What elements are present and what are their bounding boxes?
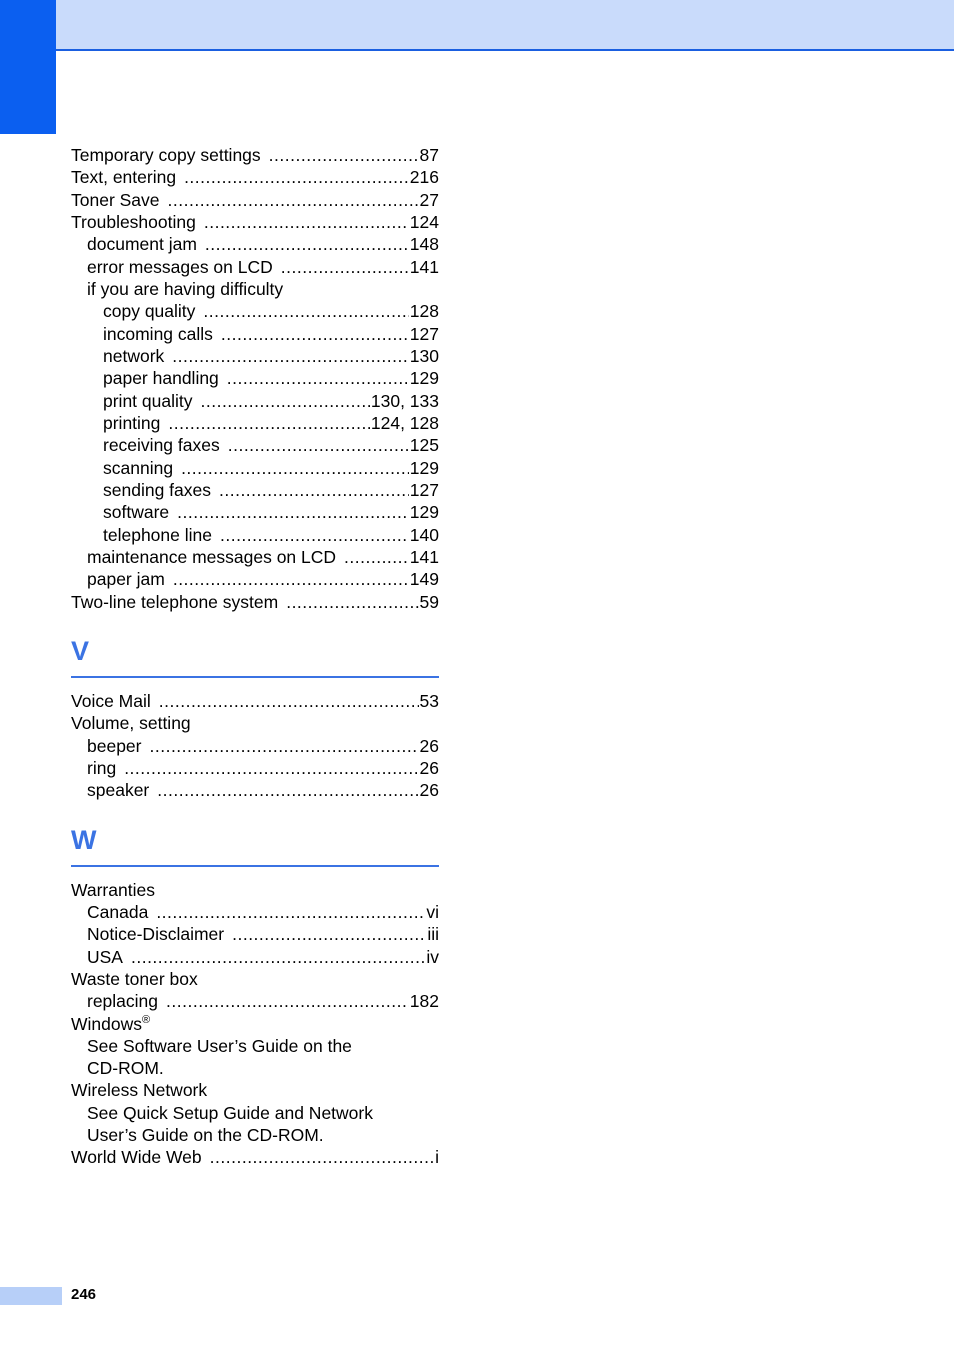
index-entry (71, 1035, 439, 1057)
index-entry (71, 300, 439, 322)
dot-leader (150, 735, 419, 757)
index-entry (71, 501, 439, 523)
index-entry (71, 278, 439, 300)
index-entry (71, 1124, 439, 1146)
index-term: network (103, 345, 165, 366)
footer-tab (0, 1287, 62, 1305)
dot-leader (184, 166, 409, 188)
index-entry (71, 457, 439, 479)
index-entry (71, 524, 439, 546)
index-term: Troubleshooting (71, 211, 196, 232)
index-page-ref[interactable]: 124 (409, 211, 439, 232)
index-term: ring (87, 757, 117, 778)
index-entry (71, 479, 439, 501)
index-entry (71, 779, 439, 801)
index-entry (71, 144, 439, 166)
dot-leader (159, 690, 419, 712)
index-entry (71, 690, 439, 712)
index-page-ref[interactable]: 53 (419, 690, 439, 711)
index-entry (71, 211, 439, 233)
index-term: USA (87, 946, 123, 967)
dot-leader (124, 757, 418, 779)
index-term: incoming calls (103, 323, 213, 344)
index-page-ref[interactable]: vi (426, 901, 439, 922)
index-term: sending faxes (103, 479, 211, 500)
dot-leader (205, 233, 409, 255)
dot-leader (227, 367, 409, 389)
dot-leader (177, 501, 409, 523)
index-term: Two-line telephone system (71, 591, 279, 612)
index-entry (71, 412, 439, 434)
index-term: Canada (87, 901, 149, 922)
index-entry (71, 735, 439, 757)
index-term: error messages on LCD (87, 256, 273, 277)
index-term: Toner Save (71, 189, 160, 210)
index-term: World Wide Web (71, 1147, 202, 1168)
dot-leader (201, 390, 370, 412)
dot-leader (281, 256, 409, 278)
index-term: beeper (87, 735, 142, 756)
index-entry (71, 367, 439, 389)
index-page-ref[interactable]: 127 (409, 479, 439, 500)
index-term: scanning (103, 457, 174, 478)
index-term: replacing (87, 991, 159, 1012)
index-term: User’s Guide on the CD-ROM. (87, 1125, 324, 1146)
dot-leader (269, 144, 419, 166)
index-term: Wireless Network (71, 1080, 208, 1101)
index-entry (71, 1013, 439, 1035)
index-page-ref[interactable]: 26 (419, 735, 439, 756)
dot-leader (286, 591, 418, 613)
index-column (71, 144, 439, 1169)
index-entry (71, 1079, 439, 1101)
index-group (71, 144, 439, 613)
index-term: Text, entering (71, 167, 177, 188)
header-band (0, 0, 954, 51)
index-page-ref[interactable]: 149 (409, 569, 439, 590)
index-entry (71, 879, 439, 901)
dot-leader (181, 457, 409, 479)
dot-leader (156, 901, 425, 923)
index-entry (71, 990, 439, 1012)
dot-leader (228, 434, 409, 456)
index-entry (71, 434, 439, 456)
index-term: Notice-Disclaimer (87, 924, 225, 945)
index-page-ref[interactable]: 216 (409, 167, 439, 188)
index-page-ref[interactable]: i (435, 1147, 439, 1168)
index-page-ref[interactable]: 59 (419, 591, 439, 612)
index-term: telephone line (103, 524, 212, 545)
index-page-ref[interactable]: 141 (409, 256, 439, 277)
index-entry (71, 901, 439, 923)
index-page-ref[interactable]: 129 (409, 368, 439, 389)
index-term: document jam (87, 234, 197, 255)
index-page-ref[interactable]: 130, 133 (370, 390, 439, 411)
index-entry (71, 233, 439, 255)
index-page-ref[interactable]: 140 (409, 524, 439, 545)
index-term: paper handling (103, 368, 219, 389)
index-page-ref[interactable]: 87 (419, 145, 439, 165)
dot-leader (168, 189, 419, 211)
dot-leader (344, 546, 409, 568)
index-term: copy quality (103, 301, 196, 322)
index-page-ref[interactable]: iv (426, 946, 439, 967)
index-entry (71, 345, 439, 367)
index-term: print quality (103, 390, 193, 411)
index-term: Waste toner box (71, 968, 198, 989)
dot-leader (131, 946, 425, 968)
index-group (71, 819, 439, 1169)
index-page-ref[interactable]: 129 (409, 502, 439, 523)
index-entry (71, 256, 439, 278)
index-entry (71, 1057, 439, 1079)
index-entry (71, 923, 439, 945)
index-page-ref[interactable]: 127 (409, 323, 439, 344)
index-page-ref[interactable]: 148 (409, 234, 439, 255)
dot-leader (219, 479, 409, 501)
page-number: 246 (71, 1286, 97, 1303)
dot-leader (157, 779, 418, 801)
index-entry (71, 546, 439, 568)
index-term: CD-ROM. (87, 1058, 164, 1079)
index-term: receiving faxes (103, 435, 220, 456)
index-page-ref[interactable]: 26 (419, 780, 439, 801)
dot-leader (210, 1146, 434, 1168)
index-term: maintenance messages on LCD (87, 546, 337, 567)
index-group (71, 630, 439, 802)
index-page-ref[interactable]: 125 (409, 435, 439, 456)
index-term: Volume, setting (71, 713, 191, 734)
index-entry (71, 591, 439, 613)
dot-leader (173, 568, 409, 590)
dot-leader (232, 923, 426, 945)
index-term: Windows® (71, 1013, 151, 1034)
index-entry (71, 189, 439, 211)
dot-leader (204, 211, 409, 233)
index-term: See Software User’s Guide on the (87, 1035, 352, 1056)
dot-leader (220, 524, 409, 546)
chapter-tab (0, 0, 56, 134)
index-entry (71, 1102, 439, 1124)
index-page-ref[interactable]: 124, 128 (370, 412, 439, 433)
index-term: paper jam (87, 569, 165, 590)
dot-leader (166, 990, 409, 1012)
index-page-ref[interactable]: 128 (409, 301, 439, 322)
dot-leader (172, 345, 409, 367)
index-term: printing (103, 412, 161, 433)
section-letter-heading: W (71, 819, 439, 867)
index-page-ref[interactable]: 182 (409, 991, 439, 1012)
dot-leader (221, 323, 409, 345)
index-page-ref[interactable]: 27 (419, 189, 439, 210)
dot-leader (203, 300, 408, 322)
index-page-ref[interactable]: 26 (419, 757, 439, 778)
index-term: Warranties (71, 879, 155, 900)
index-term: See Quick Setup Guide and Network (87, 1102, 373, 1123)
index-term: Voice Mail (71, 690, 151, 711)
index-entry (71, 390, 439, 412)
index-entry (71, 757, 439, 779)
index-entry (71, 166, 439, 188)
index-term: if you are having difficulty (87, 278, 284, 299)
index-term: Temporary copy settings (71, 145, 261, 165)
index-page-ref[interactable]: 129 (409, 457, 439, 478)
index-term: software (103, 502, 170, 523)
index-entry (71, 968, 439, 990)
index-page-ref[interactable]: 130 (409, 345, 439, 366)
index-entry (71, 568, 439, 590)
index-page-ref[interactable]: 141 (409, 546, 439, 567)
dot-leader (168, 412, 369, 434)
index-page-ref[interactable]: iii (427, 924, 439, 945)
index-entry (71, 712, 439, 734)
index-entry (71, 323, 439, 345)
index-term: speaker (87, 780, 150, 801)
index-entry (71, 946, 439, 968)
registered-mark: ® (142, 1013, 151, 1026)
index-entry (71, 1146, 439, 1168)
section-letter-heading: V (71, 630, 439, 678)
